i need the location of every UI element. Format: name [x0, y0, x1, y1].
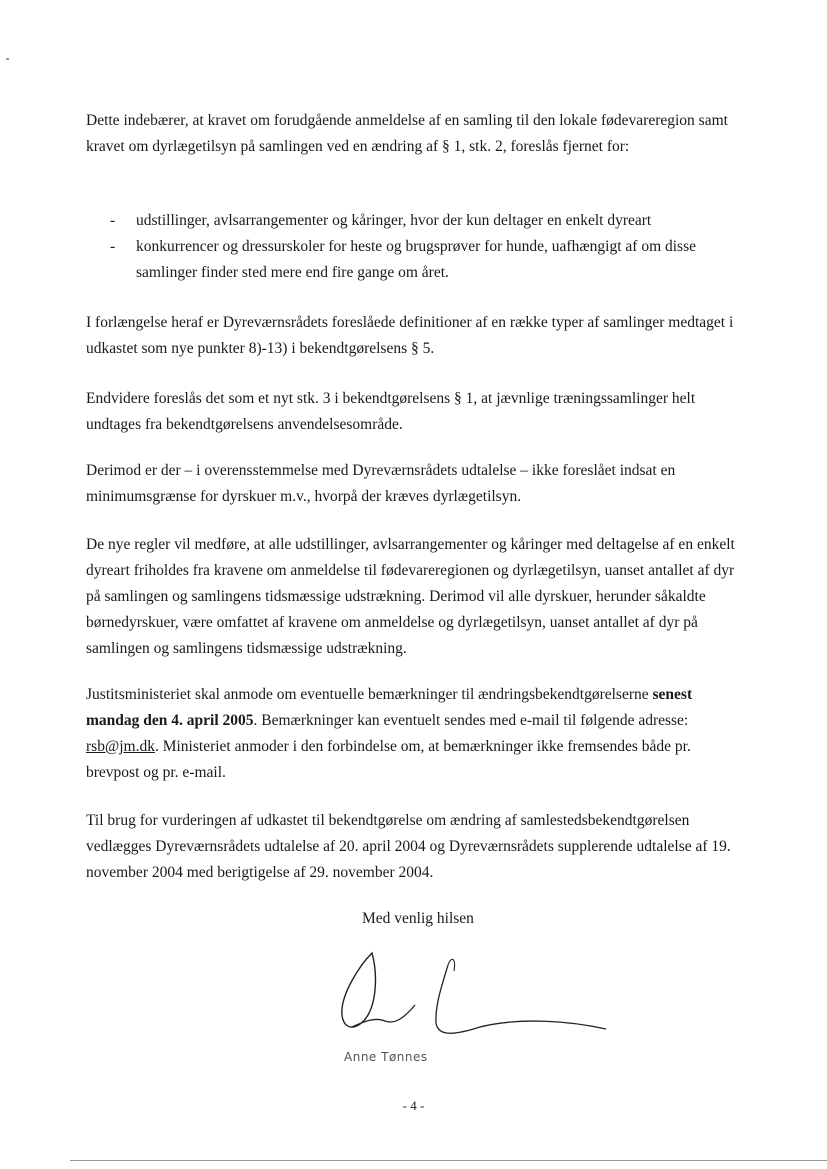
handwritten-signature	[330, 945, 610, 1045]
deadline-text-b: . Bemærkninger kan eventuelt sendes med e-mail til følgende adresse:	[253, 712, 689, 729]
deadline-text-a: Justitsministeriet skal anmode om eventuelle bemærkninger til ændringsbekendtgørelserne	[86, 686, 653, 703]
paragraph-deadline	[86, 682, 736, 786]
email-link[interactable]: rsb@jm.dk	[86, 738, 155, 755]
list-item	[110, 234, 730, 286]
paragraph-training: Endvidere foreslås det som et nyt stk. 3 i bekendtgørelsens § 1, at jævnlige træningssamlinger helt undtages fra bekendtgørelsens anvendelsesområde.	[86, 390, 696, 433]
signer-name: Anne Tønnes	[344, 1050, 428, 1064]
list-item	[110, 208, 730, 234]
paragraph-new-rules: De nye regler vil medføre, at alle udstillinger, avlsarrangementer og kåringer med deltagelse af en enkelt dyreart friholdes fra kravene om anmeldelse til fødevareregionen og dyrlægetilsyn, uanset antallet af dyr på samlingen og samlingens tidsmæssige udstrækning. Derimod vil alle dyrskuer, herunder såkaldte børnedyrskuer, være omfattet af kravene om anmeldelse og dyrlægetilsyn, uanset antallet af dyr på samlingen og samlingens tidsmæssige udstrækning.	[86, 536, 735, 657]
deadline-date: senest mandag den 4. april 2005	[86, 686, 693, 729]
scan-mark	[6, 58, 9, 60]
bullet-list	[110, 208, 730, 286]
paragraph-definitions: I forlængelse heraf er Dyreværnsrådets foreslåede definitioner af en række typer af samlinger medtaget i udkastet som nye punkter 8)-13) i bekendtgørelsens § 5.	[86, 314, 734, 357]
paragraph-attachments: Til brug for vurderingen af udkastet til bekendtgørelse om ændring af samlestedsbekendtgørelsen vedlægges Dyreværnsrådets udtalelse af 20. april 2004 og Dyreværnsrådets supplerende udtalelse af 19. november 2004 med berigtigelse af 29. november 2004.	[86, 812, 731, 881]
bottom-divider	[70, 1160, 827, 1161]
bullet-text: udstillinger, avlsarrangementer og kåringer, hvor der kun deltager en enkelt dyreart	[136, 212, 652, 229]
bullet-text: konkurrencer og dressurskoler for heste og brugsprøver for hunde, uafhængigt af om disse samlinger finder sted mere end fire gange om året.	[136, 238, 697, 281]
paragraph-intro: Dette indebærer, at kravet om forudgående anmeldelse af en samling til den lokale fødevareregion samt kravet om dyrlægetilsyn på samlingen ved en ændring af § 1, stk. 2, foreslås fjernet for:	[86, 112, 728, 155]
closing-greeting: Med venlig hilsen	[362, 910, 474, 927]
page-number: - 4 -	[402, 1098, 425, 1113]
bullet-dash: -	[110, 212, 116, 229]
paragraph-minimum: Derimod er der – i overensstemmelse med Dyreværnsrådets udtalelse – ikke foreslået indsat en minimumsgrænse for dyrskuer m.v., hvorpå der kræves dyrlægetilsyn.	[86, 462, 676, 505]
deadline-text-c: . Ministeriet anmoder i den forbindelse om, at bemærkninger ikke fremsendes både pr. brevpost og pr. e-mail.	[86, 738, 691, 781]
bullet-dash: -	[110, 238, 116, 255]
